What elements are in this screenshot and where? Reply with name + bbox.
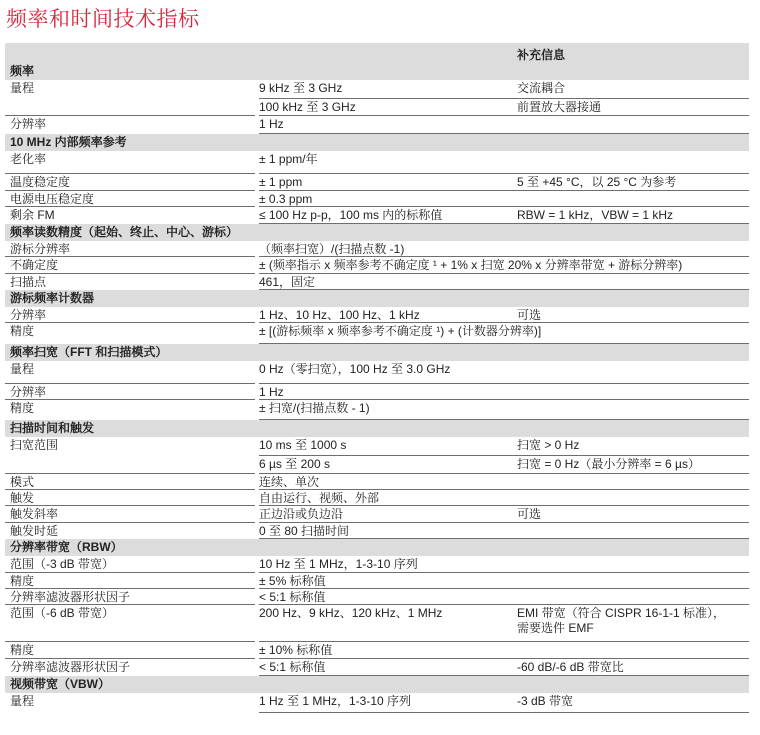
param-label: 范围（-3 dB 带宽） — [10, 557, 115, 571]
table-row — [5, 523, 749, 539]
param-label: 分辨率 — [10, 117, 47, 131]
table-row — [5, 642, 749, 659]
param-info: 交流耦合 — [517, 81, 566, 95]
param-label: 剩余 FM — [10, 208, 55, 222]
header-info-label: 补充信息 — [517, 48, 566, 62]
param-label: 扫宽范围 — [10, 438, 59, 452]
section-title: 视频带宽（VBW） — [10, 677, 110, 691]
param-info: RBW = 1 kHz，VBW = 1 kHz — [517, 208, 674, 222]
param-value: 1 Hz — [259, 385, 284, 399]
section-title: 游标频率计数器 — [10, 291, 95, 305]
table-row — [5, 456, 749, 474]
param-label: 分辨率 — [10, 308, 47, 322]
param-value: 10 ms 至 1000 s — [259, 438, 347, 452]
param-label: 不确定度 — [10, 258, 59, 272]
param-label: 电源电压稳定度 — [10, 192, 95, 206]
table-row — [5, 490, 749, 506]
section-header — [5, 676, 749, 693]
param-value: ± [(游标频率 x 频率参考不确定度 ¹) + (计数器分辨率)] — [259, 324, 542, 338]
table-row — [5, 437, 749, 456]
param-value: 100 kHz 至 3 GHz — [259, 100, 356, 114]
table-row — [5, 361, 749, 384]
table-row — [5, 116, 749, 134]
param-info: 扫宽 = 0 Hz（最小分辨率 = 6 µs） — [517, 457, 700, 471]
param-label: 游标分辨率 — [10, 242, 71, 256]
table-row — [5, 384, 749, 400]
section-header — [5, 63, 749, 80]
table-row — [5, 573, 749, 589]
section-header — [5, 134, 749, 151]
param-value: 1 Hz 至 1 MHz，1-3-10 序列 — [259, 694, 412, 708]
param-value: （频率扫宽）/(扫描点数 -1) — [259, 242, 405, 256]
param-info: 扫宽 > 0 Hz — [517, 438, 580, 452]
param-label: 量程 — [10, 81, 35, 95]
param-value: 0 Hz（零扫宽），100 Hz 至 3.0 GHz — [259, 362, 451, 376]
param-label: 分辨率滤波器形状因子 — [10, 590, 131, 604]
section-title: 扫描时间和触发 — [10, 421, 95, 435]
param-value: ± 1 ppm/年 — [259, 152, 318, 166]
param-value: ± 10% 标称值 — [259, 643, 333, 657]
param-label: 模式 — [10, 475, 35, 489]
table-row — [5, 400, 749, 420]
param-label: 扫描点 — [10, 275, 47, 289]
table-row — [5, 257, 749, 274]
table-row — [5, 474, 749, 490]
param-label: 触发 — [10, 491, 35, 505]
table-row — [5, 307, 749, 323]
table-row — [5, 556, 749, 573]
table-row — [5, 605, 749, 642]
param-label: 量程 — [10, 362, 35, 376]
param-value: 1 Hz、10 Hz、100 Hz、1 kHz — [259, 308, 420, 322]
page-title: 频率和时间技术指标 — [6, 8, 200, 31]
param-info: 可选 — [517, 308, 542, 322]
param-info-line: 需要选件 EMF — [517, 621, 594, 635]
table-row — [5, 191, 749, 207]
param-label: 触发时延 — [10, 524, 59, 538]
table-body — [5, 63, 749, 713]
param-value: 9 kHz 至 3 GHz — [259, 81, 343, 95]
param-label: 精度 — [10, 574, 35, 588]
table-row — [5, 659, 749, 676]
spec-table — [5, 43, 749, 713]
param-label: 精度 — [10, 401, 35, 415]
param-info: 前置放大器接通 — [517, 100, 602, 114]
param-value: 10 Hz 至 1 MHz，1-3-10 序列 — [259, 557, 418, 571]
section-title: 分辨率带宽（RBW） — [10, 540, 123, 554]
table-header — [5, 43, 749, 63]
table-row — [5, 274, 749, 290]
table-row — [5, 207, 749, 224]
param-info: -60 dB/-6 dB 带宽比 — [517, 660, 624, 674]
section-header — [5, 420, 749, 437]
param-value: 连续、单次 — [259, 475, 320, 489]
param-label: 分辨率滤波器形状因子 — [10, 660, 131, 674]
param-value: 1 Hz — [259, 117, 284, 131]
table-row — [5, 99, 749, 116]
table-row — [5, 589, 749, 605]
table-row — [5, 241, 749, 257]
param-value: < 5:1 标称值 — [259, 590, 326, 604]
section-header — [5, 539, 749, 556]
table-row — [5, 323, 749, 344]
section-title: 10 MHz 内部频率参考 — [10, 135, 127, 149]
param-info: 可选 — [517, 507, 542, 521]
param-value: 正边沿或负边沿 — [259, 507, 344, 521]
param-value: 自由运行、视频、外部 — [259, 491, 380, 505]
param-label: 触发斜率 — [10, 507, 59, 521]
param-info-line: EMI 带宽（符合 CISPR 16-1-1 标准）， — [517, 606, 726, 620]
param-value: ± 1 ppm — [259, 175, 303, 189]
section-header — [5, 344, 749, 361]
param-label: 温度稳定度 — [10, 175, 71, 189]
section-title: 频率读数精度（起始、终止、中心、游标） — [10, 225, 239, 239]
section-header — [5, 224, 749, 241]
param-value: 461，固定 — [259, 275, 316, 289]
param-info: 5 至 +45 °C，以 25 °C 为参考 — [517, 175, 677, 189]
param-label: 老化率 — [10, 152, 47, 166]
param-label: 量程 — [10, 694, 35, 708]
param-value: ± 0.3 ppm — [259, 192, 313, 206]
param-info: -3 dB 带宽 — [517, 694, 574, 708]
section-title: 频率扫宽（FFT 和扫描模式） — [10, 345, 168, 359]
section-header — [5, 290, 749, 307]
table-row — [5, 151, 749, 174]
table-row — [5, 174, 749, 191]
param-value: 0 至 80 扫描时间 — [259, 524, 350, 538]
param-label: 精度 — [10, 324, 35, 338]
param-info — [517, 606, 725, 636]
param-value: ± (频率指示 x 频率参考不确定度 ¹ + 1% x 扫宽 20% x 分辨率带宽 + 游标分辨率) — [259, 258, 683, 272]
param-value: ± 扫宽/(扫描点数 - 1) — [259, 401, 370, 415]
param-value: ≤ 100 Hz p-p，100 ms 内的标称值 — [259, 208, 443, 222]
param-label: 分辨率 — [10, 385, 47, 399]
table-row — [5, 506, 749, 523]
param-label: 精度 — [10, 643, 35, 657]
table-row — [5, 693, 749, 713]
param-value: 200 Hz、9 kHz、120 kHz、1 MHz — [259, 606, 443, 620]
param-value: < 5:1 标称值 — [259, 660, 326, 674]
section-title: 频率 — [10, 64, 35, 78]
table-row — [5, 80, 749, 99]
param-value: 6 µs 至 200 s — [259, 457, 330, 471]
row-divider — [259, 712, 749, 713]
param-value: ± 5% 标称值 — [259, 574, 326, 588]
param-label: 范围（-6 dB 带宽） — [10, 606, 115, 620]
